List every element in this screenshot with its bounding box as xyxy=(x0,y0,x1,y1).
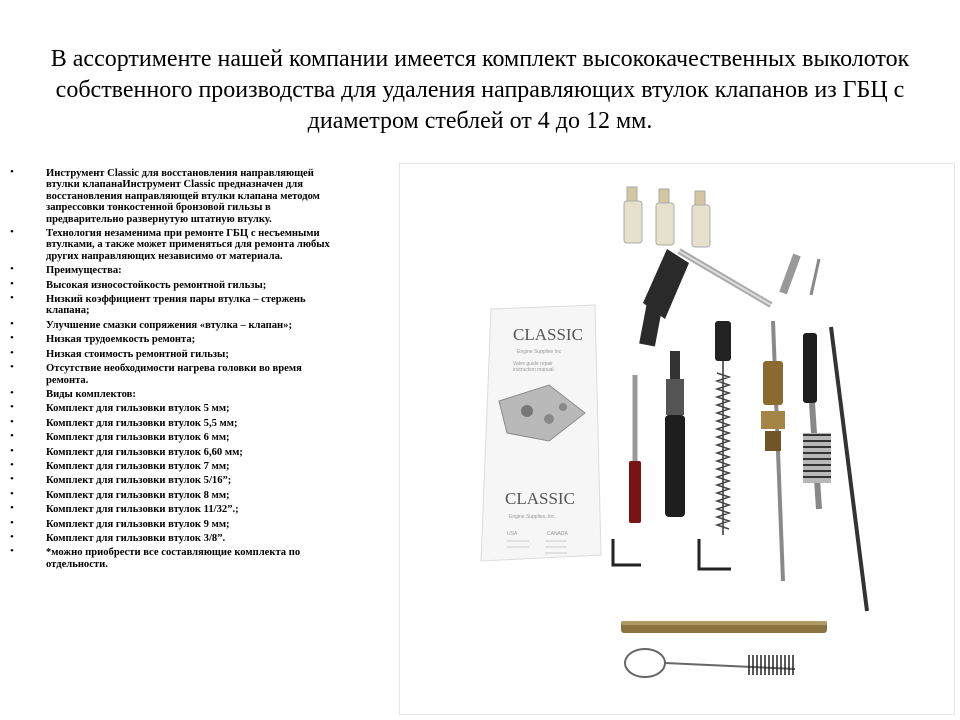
brand-top-sub: Engine Supplies Inc xyxy=(517,349,562,355)
usa-label: USA xyxy=(507,531,518,537)
bullet-item: • Низкая стоимость ремонтной гильзы; xyxy=(10,349,345,360)
bullet-item: • Комплект для гильзовки втулок 6 мм; xyxy=(10,432,345,443)
manual-booklet xyxy=(481,305,601,561)
product-photo xyxy=(399,163,955,715)
bullet-item: • Комплект для гильзовки втулок 9 мм; xyxy=(10,519,345,530)
bullet-item: • Технология незаменима при ремонте ГБЦ с несъемными втулками, а также может применяться для ремонта любых других направляющих независимо от материала. xyxy=(10,228,345,262)
brand-bottom: CLASSIC xyxy=(505,489,575,508)
tool-kit-image xyxy=(399,163,955,715)
bullet-item: • Комплект для гильзовки втулок 3/8”. xyxy=(10,533,345,544)
canada-label: CANADA xyxy=(547,531,568,537)
bullet-item: • Виды комплектов: xyxy=(10,389,345,400)
bullet-item: • Комплект для гильзовки втулок 5/16”; xyxy=(10,475,345,486)
brand-top-small2: instruction manual xyxy=(513,367,554,373)
bullet-item: • Комплект для гильзовки втулок 11/32”.; xyxy=(10,504,345,515)
bullet-item: • Низкий коэффициент трения пары втулка – стержень клапана; xyxy=(10,294,345,317)
bullet-item: • Преимущества: xyxy=(10,265,345,276)
bullet-item: • Отсутствие необходимости нагрева головки во время ремонта. xyxy=(10,363,345,386)
brand-top: CLASSIC xyxy=(513,325,583,344)
bullet-list xyxy=(10,168,345,573)
bullet-item: • Комплект для гильзовки втулок 7 мм; xyxy=(10,461,345,472)
bronze-sleeves xyxy=(624,187,710,247)
bullet-item: • *можно приобрести все составляющие комплекта по отдельности. xyxy=(10,547,345,570)
brand-bottom-sub: Engine Supplies, Inc. xyxy=(509,514,556,520)
brand-top-small1: Valve guide repair xyxy=(513,361,553,367)
bullet-item: • Инструмент Classic для восстановления направляющей втулки клапанаИнструмент Classic предназначен для восстановления направляющей втулки клапана методом запрессовки тонкостенной бронзовой гильзы в предварительно развернутую штатную втулку. xyxy=(10,168,345,225)
slide-title: В ассортименте нашей компании имеется комплект высококачественных выколоток собственного производства для удаления направляющих втулок клапанов из ГБЦ с диаметром стеблей от 4 до 12 мм. xyxy=(50,46,910,134)
bullet-item: • Высокая износостойкость ремонтной гильзы; xyxy=(10,280,345,291)
bullet-item: • Низкая трудоемкость ремонта; xyxy=(10,334,345,345)
bullet-item: • Комплект для гильзовки втулок 8 мм; xyxy=(10,490,345,501)
bullet-item: • Улучшение смазки сопряжения «втулка – клапан»; xyxy=(10,320,345,331)
bullet-item: • Комплект для гильзовки втулок 5 мм; xyxy=(10,403,345,414)
brass-bar xyxy=(621,621,827,633)
bullet-item: • Комплект для гильзовки втулок 6,60 мм; xyxy=(10,447,345,458)
bullet-item: • Комплект для гильзовки втулок 5,5 мм; xyxy=(10,418,345,429)
